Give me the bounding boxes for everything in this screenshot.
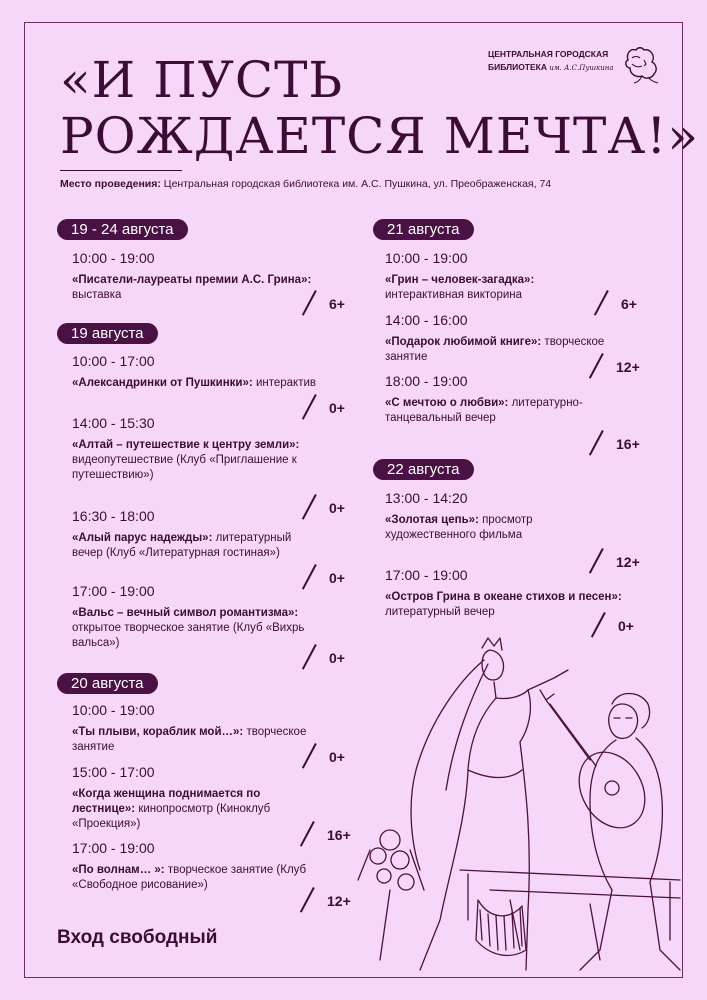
event-time: 10:00 - 17:00 <box>72 353 155 369</box>
age-rating <box>315 394 365 420</box>
venue-address: Центральная городская библиотека им. А.С. Пушкина, ул. Преображенская, 74 <box>163 178 552 190</box>
event-title: «Александринки от Пушкинки»: <box>72 377 253 389</box>
day-block-22 <box>373 459 474 480</box>
event-time: 15:00 - 17:00 <box>72 764 155 780</box>
event-title: «Алый парус надежды»: <box>72 532 213 544</box>
event-type: просмотр художественного фильма <box>385 514 533 541</box>
couple-illustration <box>350 620 690 990</box>
age-rating <box>315 564 365 590</box>
event-item <box>385 312 610 365</box>
day-block-20 <box>57 673 158 694</box>
event-title: «Грин – человек-загадка»: <box>385 274 535 286</box>
venue-label: Место проведения: <box>60 178 161 190</box>
event-description <box>385 273 610 303</box>
event-title: «Вальс – вечный символ романтизма»: <box>72 607 299 619</box>
event-item <box>72 508 317 561</box>
event-item <box>385 490 585 543</box>
age-value: 12+ <box>616 359 640 375</box>
event-type: видеопутешествие (Клуб «Приглашение к путешествию») <box>72 454 297 481</box>
age-value: 0+ <box>329 570 345 586</box>
event-type: литературный вечер (Клуб «Литературная гостиная») <box>72 532 292 559</box>
event-title: «Когда женщина поднимается по лестнице»: <box>72 788 261 815</box>
day-block-19-24 <box>57 219 188 240</box>
age-rating <box>607 290 657 316</box>
date-badge: 21 августа <box>373 219 474 240</box>
event-item <box>72 353 317 391</box>
logo-line-2-script: им. А.С.Пушкина <box>549 64 614 72</box>
date-badge: 19 августа <box>57 323 158 344</box>
event-type: интерактив <box>255 377 316 389</box>
event-type: творческое занятие <box>72 726 307 753</box>
event-description <box>385 396 610 426</box>
event-time: 17:00 - 19:00 <box>72 583 155 599</box>
event-item <box>72 840 317 893</box>
event-title: «Ты плыви, кораблик мой…»: <box>72 726 244 738</box>
age-value: 16+ <box>327 827 351 843</box>
event-type: интерактивная викторина <box>385 289 523 301</box>
event-item <box>72 764 317 832</box>
age-value: 12+ <box>327 893 351 909</box>
event-description <box>72 863 317 893</box>
venue-line <box>60 178 660 190</box>
age-rating <box>602 430 652 456</box>
age-value: 0+ <box>329 749 345 765</box>
event-time: 14:00 - 15:30 <box>72 415 155 431</box>
title-divider <box>60 170 182 171</box>
event-type: выставка <box>72 289 122 301</box>
event-description <box>72 787 317 832</box>
event-type: открытое творческое занятие (Клуб «Вихрь вальса») <box>72 622 305 649</box>
event-time: 17:00 - 19:00 <box>385 567 468 583</box>
event-item <box>72 250 312 303</box>
event-time: 10:00 - 19:00 <box>72 702 155 718</box>
logo-line-2: БИБЛИОТЕКА <box>488 62 547 72</box>
age-value: 0+ <box>329 650 345 666</box>
event-description <box>72 438 317 483</box>
age-value: 12+ <box>616 554 640 570</box>
event-description <box>72 606 317 651</box>
event-time: 17:00 - 19:00 <box>72 840 155 856</box>
date-badge: 20 августа <box>57 673 158 694</box>
logo-line-1: ЦЕНТРАЛЬНАЯ ГОРОДСКАЯ <box>488 49 609 59</box>
event-time: 16:30 - 18:00 <box>72 508 155 524</box>
event-time: 13:00 - 14:20 <box>385 490 468 506</box>
event-item <box>385 250 610 303</box>
event-type: кинопросмотр (Киноклуб «Проекция») <box>72 803 271 830</box>
event-description <box>385 590 625 620</box>
event-title: «Золотая цепь»: <box>385 514 479 526</box>
event-time: 10:00 - 19:00 <box>72 250 155 266</box>
event-item <box>72 583 317 651</box>
logo-text <box>488 48 614 75</box>
age-value: 16+ <box>616 436 640 452</box>
event-description <box>72 531 317 561</box>
day-block-19 <box>57 323 158 344</box>
pushkin-portrait-icon <box>618 44 664 84</box>
age-value: 6+ <box>621 296 637 312</box>
title-line-1: «И ПУСТЬ <box>60 51 344 109</box>
age-value: 0+ <box>618 618 634 634</box>
event-description <box>385 335 610 365</box>
age-rating <box>315 290 365 316</box>
event-title: «По волнам… »: <box>72 864 165 876</box>
event-title: «Писатели-лауреаты премии А.С. Грина»: <box>72 274 312 286</box>
library-logo <box>488 44 678 84</box>
title-line-2: РОЖДАЕТСЯ МЕЧТА!» <box>60 107 699 165</box>
event-time: 10:00 - 19:00 <box>385 250 468 266</box>
event-title: «С мечтою о любви»: <box>385 397 509 409</box>
event-time: 14:00 - 16:00 <box>385 312 468 328</box>
event-item <box>72 415 317 483</box>
age-value: 0+ <box>329 400 345 416</box>
event-item <box>385 373 610 426</box>
free-entry-note: Вход свободный <box>57 927 218 948</box>
event-item <box>385 567 625 620</box>
age-rating <box>315 494 365 520</box>
event-type: литературный вечер <box>385 606 495 618</box>
event-item <box>72 702 317 755</box>
age-value: 6+ <box>329 296 345 312</box>
event-type: литературно-танцевальный вечер <box>385 397 583 424</box>
event-time: 18:00 - 19:00 <box>385 373 468 389</box>
date-badge: 22 августа <box>373 459 474 480</box>
event-title: «Подарок любимой книге»: <box>385 336 542 348</box>
event-description <box>72 273 312 303</box>
event-type: творческое занятие (Клуб «Свободное рисование») <box>72 864 307 891</box>
event-type: творческое занятие <box>385 336 605 363</box>
date-badge: 19 - 24 августа <box>57 219 188 240</box>
age-value: 0+ <box>329 500 345 516</box>
event-title: «Остров Грина в океане стихов и песен»: <box>385 591 622 603</box>
event-title: «Алтай – путешествие к центру земли»: <box>72 439 300 451</box>
event-description <box>385 513 585 543</box>
event-description <box>72 376 317 391</box>
day-block-21 <box>373 219 474 240</box>
event-description <box>72 725 317 755</box>
